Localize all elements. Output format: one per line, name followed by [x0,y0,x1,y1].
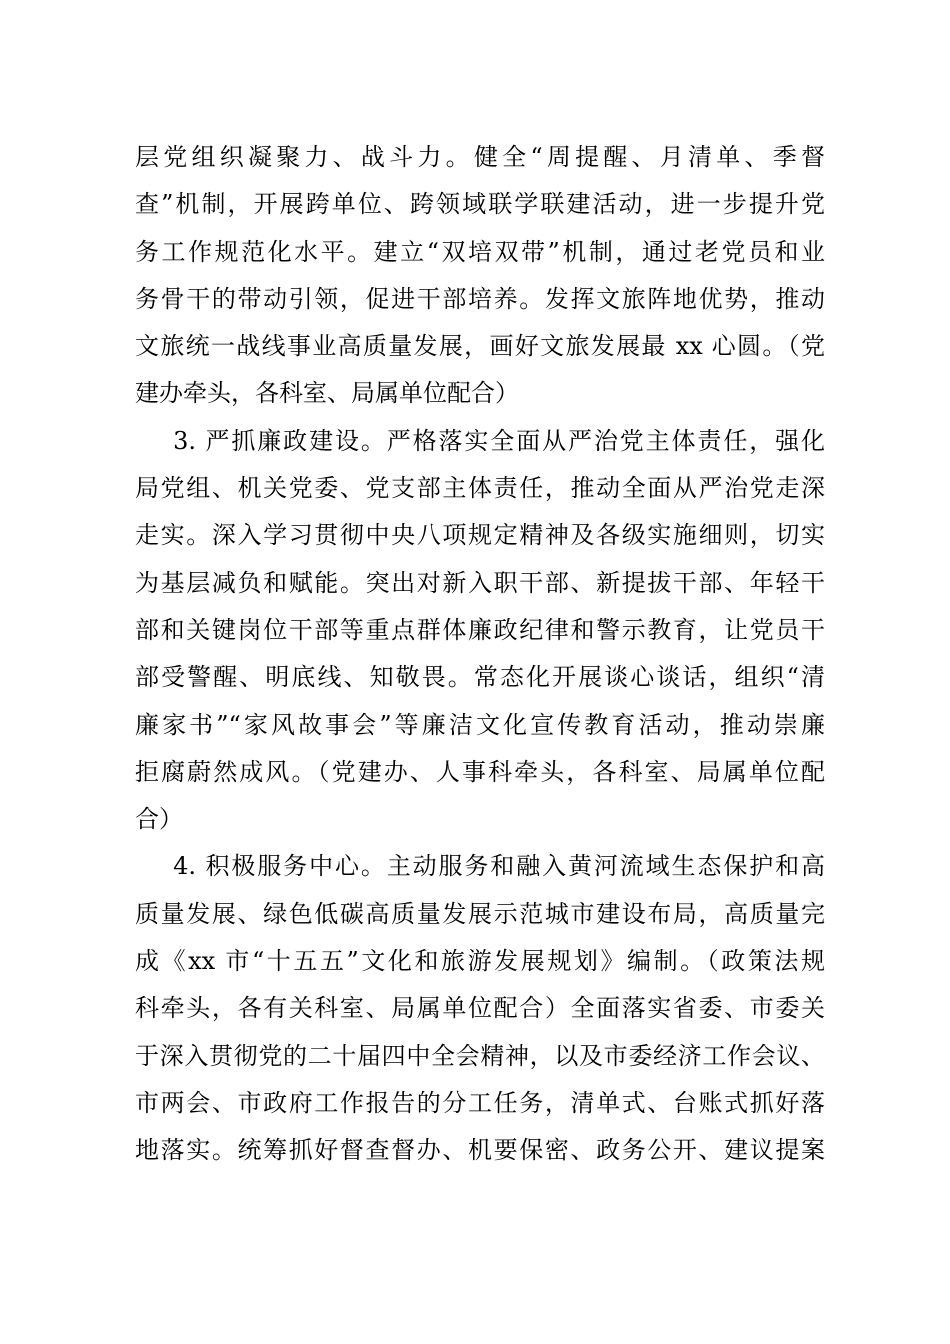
text-line: 3. 严抓廉政建设。严格落实全面从严治党主体责任，强化 [135,426,825,455]
text-line: 局党组、机关党委、党支部主体责任，推动全面从严治党走深 [135,474,825,503]
text-line: 层党组织凝聚力、战斗力。健全“周提醒、月清单、季督 [135,143,825,171]
text-line: 成《xx 市“十五五”文化和旅游发展规划》编制。（政策法规 [135,947,825,976]
text-line: 建办牵头，各科室、局属单位配合） [135,379,519,408]
text-line: 文旅统一战线事业高质量发展，画好文旅发展最 xx 心圆。（党 [135,332,825,361]
text-line: 部受警醒、明底线、知敬畏。常态化开展谈心谈话，组织“清 [135,663,825,692]
text-line: 4. 积极服务中心。主动服务和融入黄河流域生态保护和高 [135,852,825,881]
text-line: 务骨干的带动引领，促进干部培养。发挥文旅阵地优势，推动 [135,284,825,313]
text-line: 查”机制，开展跨单位、跨领域联学联建活动，进一步提升党 [135,190,825,219]
text-line: 市两会、市政府工作报告的分工任务，清单式、台账式抓好落 [135,1088,825,1117]
text-line: 廉家书”“家风故事会”等廉洁文化宣传教育活动，推动崇廉 [135,710,825,739]
text-line: 走实。深入学习贯彻中央八项规定精神及各级实施细则，切实 [135,521,825,550]
text-line: 地落实。统筹抓好督查督办、机要保密、政务公开、建议提案 [135,1136,825,1165]
text-line: 科牵头，各有关科室、局属单位配合）全面落实省委、市委关 [135,994,825,1023]
text-line: 拒腐蔚然成风。（党建办、人事科牵头，各科室、局属单位配 [135,757,825,786]
text-line: 质量发展、绿色低碳高质量发展示范城市建设布局，高质量完 [135,899,825,928]
body-text [135,134,825,1175]
text-line: 务工作规范化水平。建立“双培双带”机制，通过老党员和业 [135,237,825,266]
text-line: 部和关键岗位干部等重点群体廉政纪律和警示教育，让党员干 [135,615,825,644]
text-line: 合） [135,805,183,834]
text-line: 于深入贯彻党的二十届四中全会精神，以及市委经济工作会议、 [135,1041,825,1070]
text-line: 为基层减负和赋能。突出对新入职干部、新提拔干部、年轻干 [135,568,825,597]
